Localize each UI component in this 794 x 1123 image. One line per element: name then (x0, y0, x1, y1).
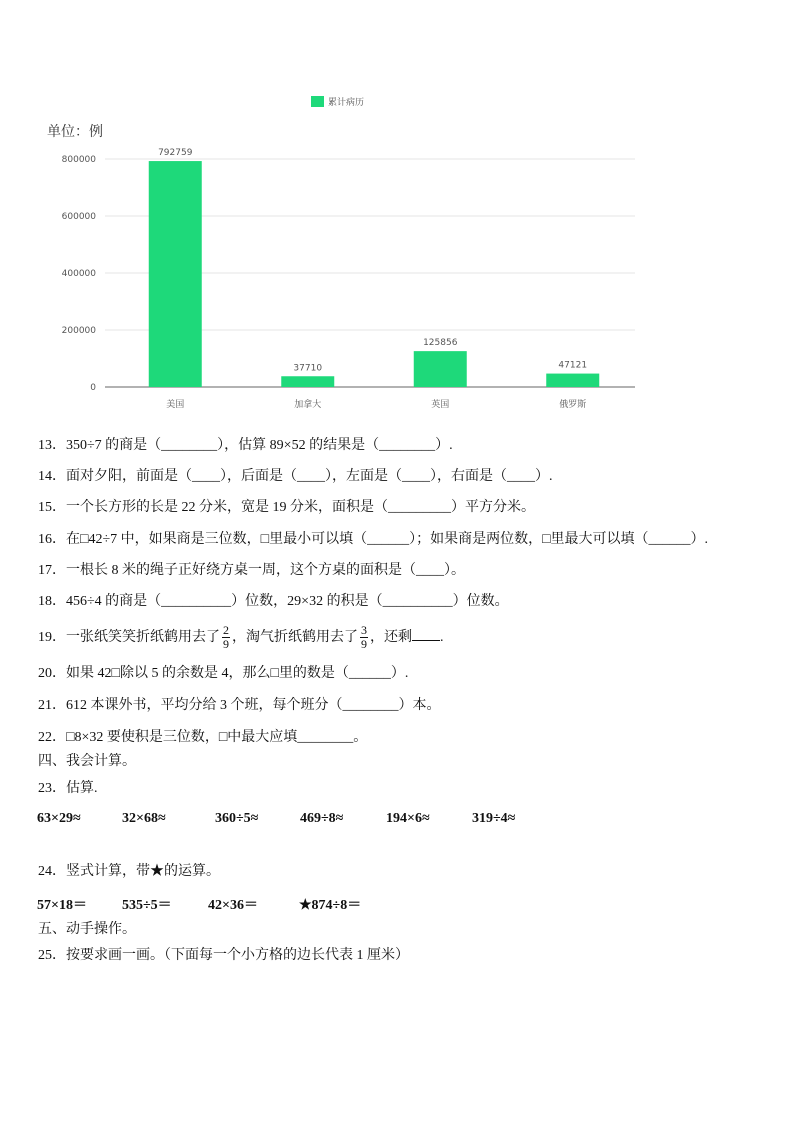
unit-label: 单位：例 (47, 125, 103, 140)
q19-middle: ，淘气折纸鹤用去了 (232, 630, 358, 645)
question-16: 16．在□42÷7 中，如果商是三位数，□里最小可以填（______）；如果商是两位数，□里最大可以填（______）. (38, 532, 709, 547)
vertical-calc-2: 535÷5＝ (122, 898, 172, 913)
x-tick-label: 俄罗斯 (559, 400, 587, 410)
x-tick-label: 英国 (431, 400, 450, 410)
y-tick-label: 0 (90, 383, 96, 393)
question-25: 25．按要求画一画。（下面每一个小方格的边长代表 1 厘米） (38, 948, 409, 963)
legend-label: 累计病历 (328, 98, 365, 108)
question-24: 24．竖式计算，带★的运算。 (38, 864, 220, 879)
vertical-calc-3: 42×36＝ (208, 898, 258, 913)
question-21: 21．612 本课外书，平均分给 3 个班，每个班分（________）本。 (38, 698, 441, 713)
x-tick-label: 美国 (166, 400, 185, 410)
bar (149, 161, 202, 387)
data-label: 792759 (158, 148, 193, 159)
y-tick-label: 800000 (61, 155, 96, 165)
estimate-2: 32×68≈ (122, 811, 166, 826)
section-4-heading: 四、我会计算。 (38, 754, 136, 769)
bar-chart (0, 0, 794, 430)
data-label: 47121 (558, 360, 588, 371)
question-13: 13．350÷7 的商是（________），估算 89×52 的结果是（________）. (38, 438, 453, 453)
question-18: 18．456÷4 的商是（__________）位数，29×32 的积是（__________）位数。 (38, 594, 509, 609)
y-tick-label: 200000 (61, 326, 96, 336)
question-19: 19．一张纸笑笑折纸鹤用去了 $\frac{2}{9}$ ，淘气折纸鹤用去了 $\frac{3}{9}$ ，还剩 . (38, 623, 444, 652)
y-tick-label: 400000 (61, 269, 96, 279)
estimate-4: 469÷8≈ (300, 811, 344, 826)
data-label: 37710 (293, 363, 323, 374)
question-20: 20．如果 42□除以 5 的余数是 4，那么□里的数是（______）. (38, 666, 409, 681)
q19-suffix: ，还剩 (370, 630, 412, 645)
question-14: 14．面对夕阳，前面是（____），后面是（____），左面是（____），右面是（____）. (38, 469, 553, 484)
question-15: 15．一个长方形的长是 22 分米，宽是 19 分米，面积是（_________）平方分米。 (38, 500, 535, 515)
data-label: 125856 (423, 338, 458, 349)
estimate-5: 194×6≈ (386, 811, 430, 826)
question-17: 17．一根长 8 米的绳子正好绕方桌一周，这个方桌的面积是（____）。 (38, 563, 465, 578)
q19-prefix: 19．一张纸笑笑折纸鹤用去了 (38, 630, 220, 645)
estimate-6: 319÷4≈ (472, 811, 516, 826)
estimate-3: 360÷5≈ (215, 811, 259, 826)
vertical-calc-4: ★874÷8＝ (299, 898, 362, 913)
bar (414, 351, 467, 387)
question-22: 22．□8×32 要使积是三位数，□中最大应填________。 (38, 730, 368, 745)
estimate-1: 63×29≈ (37, 811, 81, 826)
fraction-3-9: $\frac{3}{9}$ (361, 623, 367, 652)
chart-svg (0, 0, 794, 430)
vertical-calc-1: 57×18＝ (37, 898, 87, 913)
x-tick-label: 加拿大 (294, 400, 322, 410)
y-tick-label: 600000 (61, 212, 96, 222)
fraction-2-9: $\frac{2}{9}$ (223, 623, 229, 652)
bar (281, 376, 334, 387)
q19-blank (412, 628, 440, 641)
legend-swatch (311, 96, 324, 107)
question-23: 23．估算. (38, 781, 98, 796)
bar (546, 374, 599, 387)
section-5-heading: 五、动手操作。 (38, 922, 136, 937)
